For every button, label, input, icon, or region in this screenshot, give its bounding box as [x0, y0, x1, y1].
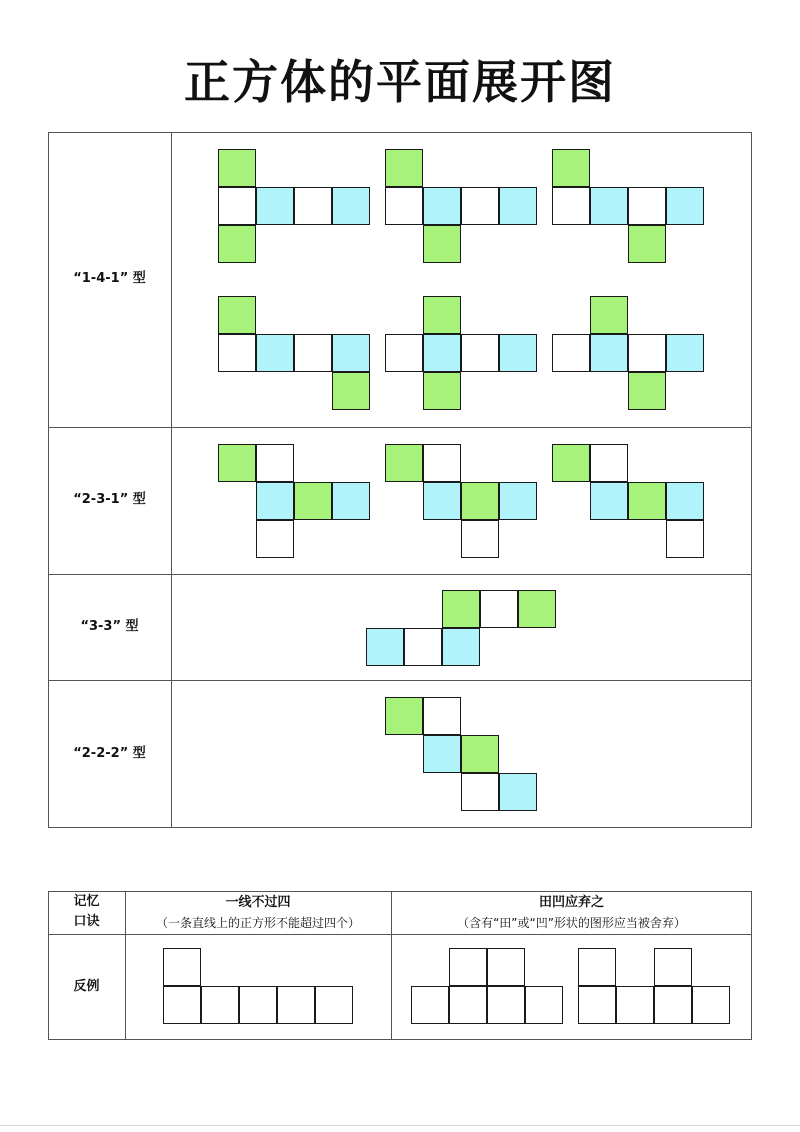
net-square-green: [628, 482, 666, 520]
net-square-cyan: [423, 735, 461, 773]
net-square-green: [461, 482, 499, 520]
net-square-green: [385, 697, 423, 735]
net-square-green: [423, 296, 461, 334]
net-square-white: [578, 986, 616, 1024]
net-square-cyan: [366, 628, 404, 666]
net-square-cyan: [590, 482, 628, 520]
net-square-white: [590, 444, 628, 482]
net-square-white: [423, 444, 461, 482]
net-square-green: [442, 590, 480, 628]
net-square-white: [385, 187, 423, 225]
table-column-divider: [171, 132, 172, 828]
net-square-white: [654, 948, 692, 986]
net-square-white: [480, 590, 518, 628]
net-square-cyan: [666, 334, 704, 372]
net-square-white: [294, 334, 332, 372]
page-bottom-line: [0, 1125, 800, 1126]
row-label-1-4-1: “1-4-1” 型: [73, 271, 146, 286]
net-square-green: [218, 296, 256, 334]
net-square-cyan: [256, 482, 294, 520]
counter-example-label: 反例: [73, 979, 100, 994]
net-square-green: [218, 444, 256, 482]
net-square-green: [218, 149, 256, 187]
net-square-white: [256, 444, 294, 482]
net-square-cyan: [499, 773, 537, 811]
net-square-white: [315, 986, 353, 1024]
net-square-cyan: [423, 187, 461, 225]
net-square-cyan: [332, 187, 370, 225]
net-square-white: [578, 948, 616, 986]
net-square-cyan: [666, 187, 704, 225]
net-square-white: [423, 697, 461, 735]
net-square-white: [616, 986, 654, 1024]
net-square-white: [461, 187, 499, 225]
net-square-cyan: [499, 187, 537, 225]
net-square-white: [461, 334, 499, 372]
net-square-white: [628, 187, 666, 225]
net-square-green: [332, 372, 370, 410]
net-square-green: [552, 149, 590, 187]
net-square-white: [461, 520, 499, 558]
row-divider: [48, 574, 752, 575]
net-square-cyan: [332, 334, 370, 372]
net-square-white: [666, 520, 704, 558]
net-square-cyan: [423, 334, 461, 372]
net-square-green: [423, 225, 461, 263]
net-square-cyan: [499, 334, 537, 372]
net-square-green: [385, 149, 423, 187]
net-square-white: [256, 520, 294, 558]
net-square-green: [385, 444, 423, 482]
net-square-white: [487, 948, 525, 986]
net-square-white: [201, 986, 239, 1024]
net-square-white: [525, 986, 563, 1024]
net-square-white: [552, 334, 590, 372]
net-square-cyan: [256, 187, 294, 225]
net-square-green: [628, 372, 666, 410]
net-square-green: [218, 225, 256, 263]
net-square-white: [294, 187, 332, 225]
net-square-white: [411, 986, 449, 1024]
net-square-white: [218, 187, 256, 225]
row-divider: [48, 427, 752, 428]
net-square-cyan: [423, 482, 461, 520]
net-square-white: [404, 628, 442, 666]
net-square-white: [449, 986, 487, 1024]
mnemonic-header-label: 记忆 口诀: [73, 894, 100, 929]
row-divider: [48, 680, 752, 681]
net-square-white: [487, 986, 525, 1024]
net-square-white: [385, 334, 423, 372]
row-label-2-2-2: “2-2-2” 型: [73, 746, 146, 761]
net-square-white: [692, 986, 730, 1024]
net-square-green: [294, 482, 332, 520]
net-square-white: [552, 187, 590, 225]
mnemonic-row-divider: [48, 934, 752, 935]
page-title: 正方体的平面展开图: [184, 55, 616, 109]
net-square-white: [277, 986, 315, 1024]
net-square-green: [628, 225, 666, 263]
net-square-cyan: [666, 482, 704, 520]
rule-1-title: 一线不过四: [225, 895, 291, 910]
row-label-3-3: “3-3” 型: [80, 619, 139, 634]
net-square-green: [518, 590, 556, 628]
rule-2-description: （含有“田”或“凹”形状的图形应当被舍弃）: [457, 916, 686, 930]
net-square-green: [461, 735, 499, 773]
net-square-white: [461, 773, 499, 811]
net-square-cyan: [256, 334, 294, 372]
rule-2-title: 田凹应弃之: [538, 895, 604, 910]
row-label-2-3-1: “2-3-1” 型: [73, 492, 146, 507]
net-square-cyan: [499, 482, 537, 520]
net-square-green: [552, 444, 590, 482]
rule-1-description: （一条直线上的正方形不能超过四个）: [155, 916, 360, 930]
net-square-white: [628, 334, 666, 372]
net-square-green: [590, 296, 628, 334]
net-square-green: [423, 372, 461, 410]
net-square-cyan: [590, 334, 628, 372]
net-square-cyan: [442, 628, 480, 666]
net-square-white: [654, 986, 692, 1024]
net-square-white: [163, 986, 201, 1024]
net-square-white: [218, 334, 256, 372]
net-square-white: [239, 986, 277, 1024]
net-square-white: [449, 948, 487, 986]
net-square-cyan: [590, 187, 628, 225]
net-square-white: [163, 948, 201, 986]
net-square-cyan: [332, 482, 370, 520]
